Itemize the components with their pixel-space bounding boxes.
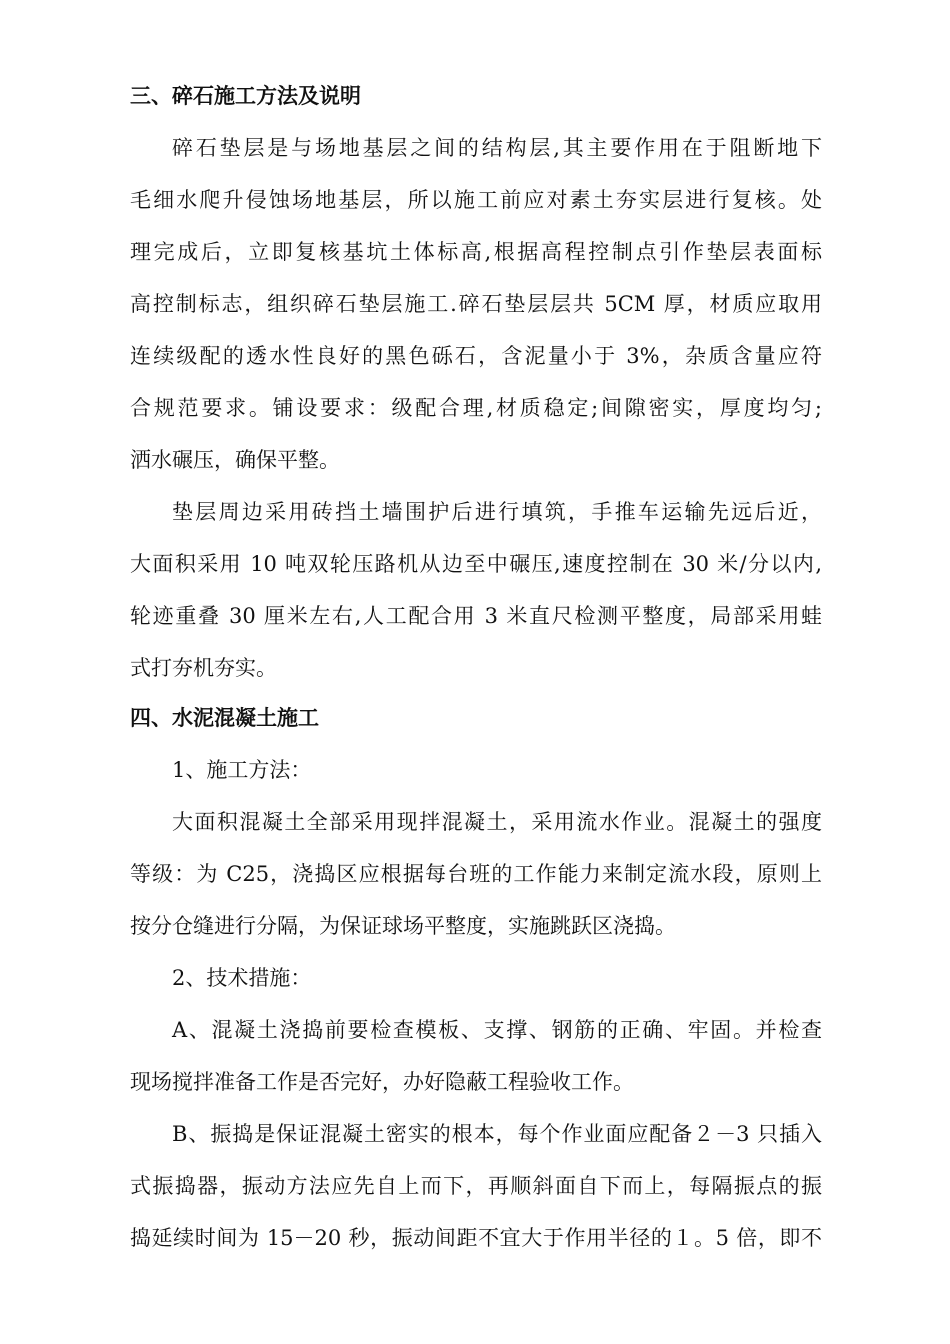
paragraph-line: 式振捣器，振动方法应先自上而下，再顺斜面自下而上，每隔振点的振 (130, 1174, 822, 1198)
paragraph-line: 大面积混凝土全部采用现拌混凝土，采用流水作业。混凝土的强度 (172, 810, 822, 834)
section-heading-gravel: 三、碎石施工方法及说明 (130, 84, 361, 108)
paragraph-line: 大面积采用 10 吨双轮压路机从边至中碾压,速度控制在 30 米/分以内, (130, 552, 822, 576)
section-heading-concrete: 四、水泥混凝土施工 (130, 706, 319, 730)
subheading-construction-method: 1、施工方法： (172, 758, 312, 782)
paragraph-line: 式打夯机夯实。 (130, 656, 277, 680)
paragraph-line: 毛细水爬升侵蚀场地基层，所以施工前应对素土夯实层进行复核。处 (130, 188, 822, 212)
paragraph-compaction (130, 486, 822, 694)
paragraph-line: 按分仓缝进行分隔，为保证球场平整度，实施跳跃区浇捣。 (130, 914, 676, 938)
paragraph-line: 合规范要求。铺设要求：级配合理,材质稳定;间隙密实，厚度均匀; (130, 396, 822, 420)
document-body (130, 72, 822, 1264)
paragraph-line: 捣延续时间为 15－20 秒，振动间距不宜大于作用半径的１。5 倍，即不 (130, 1226, 822, 1250)
paragraph-measure-b (130, 1108, 822, 1264)
paragraph-gravel-cushion (130, 122, 822, 486)
subheading-technical-measures: 2、技术措施： (172, 966, 312, 990)
paragraph-measure-a (130, 1004, 822, 1108)
paragraph-line: 碎石垫层是与场地基层之间的结构层,其主要作用在于阻断地下 (172, 136, 822, 160)
paragraph-line: 高控制标志，组织碎石垫层施工.碎石垫层层共 5CM 厚，材质应取用 (130, 292, 822, 316)
paragraph-line: 连续级配的透水性良好的黑色砾石，含泥量小于 3%，杂质含量应符 (130, 344, 822, 368)
paragraph-concrete-method (130, 796, 822, 952)
paragraph-line: 理完成后，立即复核基坑土体标高,根据高程控制点引作垫层表面标 (130, 240, 822, 264)
paragraph-line: A、混凝土浇捣前要检查模板、支撑、钢筋的正确、牢固。并检查 (172, 1018, 822, 1042)
paragraph-line: 垫层周边采用砖挡土墙围护后进行填筑，手推车运输先远后近， (172, 500, 822, 524)
paragraph-line: 现场搅拌准备工作是否完好，办好隐蔽工程验收工作。 (130, 1070, 634, 1094)
paragraph-line: B、振捣是保证混凝土密实的根本，每个作业面应配备２－3 只插入 (172, 1122, 822, 1146)
paragraph-line: 洒水碾压，确保平整。 (130, 448, 340, 472)
paragraph-line: 轮迹重叠 30 厘米左右,人工配合用 3 米直尺检测平整度，局部采用蛙 (130, 604, 822, 628)
paragraph-line: 等级：为 C25，浇捣区应根据每台班的工作能力来制定流水段，原则上 (130, 862, 822, 886)
